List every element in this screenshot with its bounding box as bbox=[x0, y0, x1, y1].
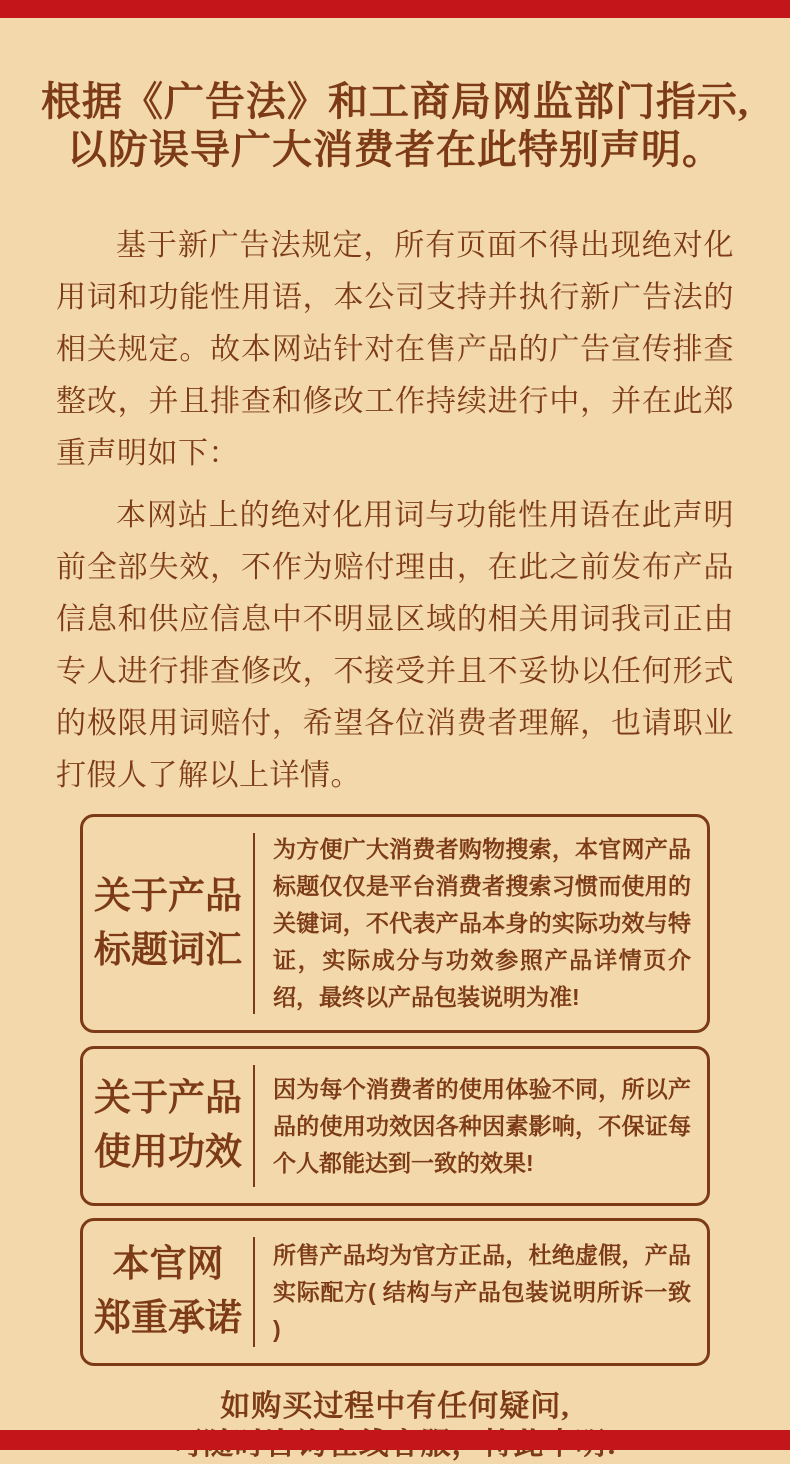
notice-label-product-title-words bbox=[83, 870, 253, 978]
notice-label-line1: 关于产品 bbox=[94, 1078, 242, 1119]
bottom-red-bar bbox=[0, 1430, 790, 1450]
notice-body-official-promise: 所售产品均为官方正品，杜绝虚假，产品实际配方( 结构与产品包装说明所诉一致 ) bbox=[273, 1241, 691, 1342]
top-red-bar bbox=[0, 0, 790, 18]
statement-paragraph-2: 本网站上的绝对化用词与功能性用语在此声明前全部失效，不作为赔付理由，在此之前发布产品信息和供应信息中不明显区域的相关用词我司正由专人进行排查修改，不接受并且不妥协以任何形式的极限用词赔付，希望各位消费者理解，也请职业打假人了解以上详情。 bbox=[56, 499, 734, 792]
page-title-line1: 根据《广告法》和工商局网监部门指示, bbox=[41, 79, 749, 124]
statement-paragraph-1: 基于新广告法规定，所有页面不得出现绝对化用词和功能性用语，本公司支持并执行新广告法的相关规定。故本网站针对在售产品的广告宣传排查整改，并且排查和修改工作持续进行中，并在此郑重声明如下： bbox=[56, 229, 734, 470]
notice-box-product-efficacy bbox=[80, 1046, 710, 1206]
page-title-line2: 以防误导广大消费者在此特别声明。 bbox=[67, 127, 723, 172]
footer-note-line1: 如购买过程中有任何疑问, bbox=[220, 1390, 570, 1423]
notice-label-line1: 本官网 bbox=[112, 1244, 224, 1285]
notice-box-official-promise bbox=[80, 1218, 710, 1366]
footer-note bbox=[0, 1388, 790, 1464]
notice-label-line2: 郑重承诺 bbox=[94, 1298, 242, 1339]
page-title bbox=[0, 0, 790, 174]
notice-label-official-promise bbox=[83, 1238, 253, 1346]
notice-label-product-efficacy bbox=[83, 1072, 253, 1180]
statement-paragraphs bbox=[56, 220, 734, 802]
notice-label-line1: 关于产品 bbox=[94, 875, 242, 917]
notice-label-line2: 标题词汇 bbox=[94, 929, 242, 971]
notice-box-product-title-words bbox=[80, 814, 710, 1033]
notice-body-product-title-words: 为方便广大消费者购物搜索，本官网产品标题仅仅是平台消费者搜索习惯而使用的关键词，不代表产品本身的实际功效与特证，实际成分与功效参照产品详情页介绍，最终以产品包装说明为准! bbox=[273, 836, 691, 1010]
notice-label-line2: 使用功效 bbox=[94, 1132, 242, 1173]
notice-body-product-efficacy: 因为每个消费者的使用体验不同，所以产品的使用功效因各种因素影响，不保证每个人都能达到一致的效果! bbox=[273, 1075, 691, 1176]
